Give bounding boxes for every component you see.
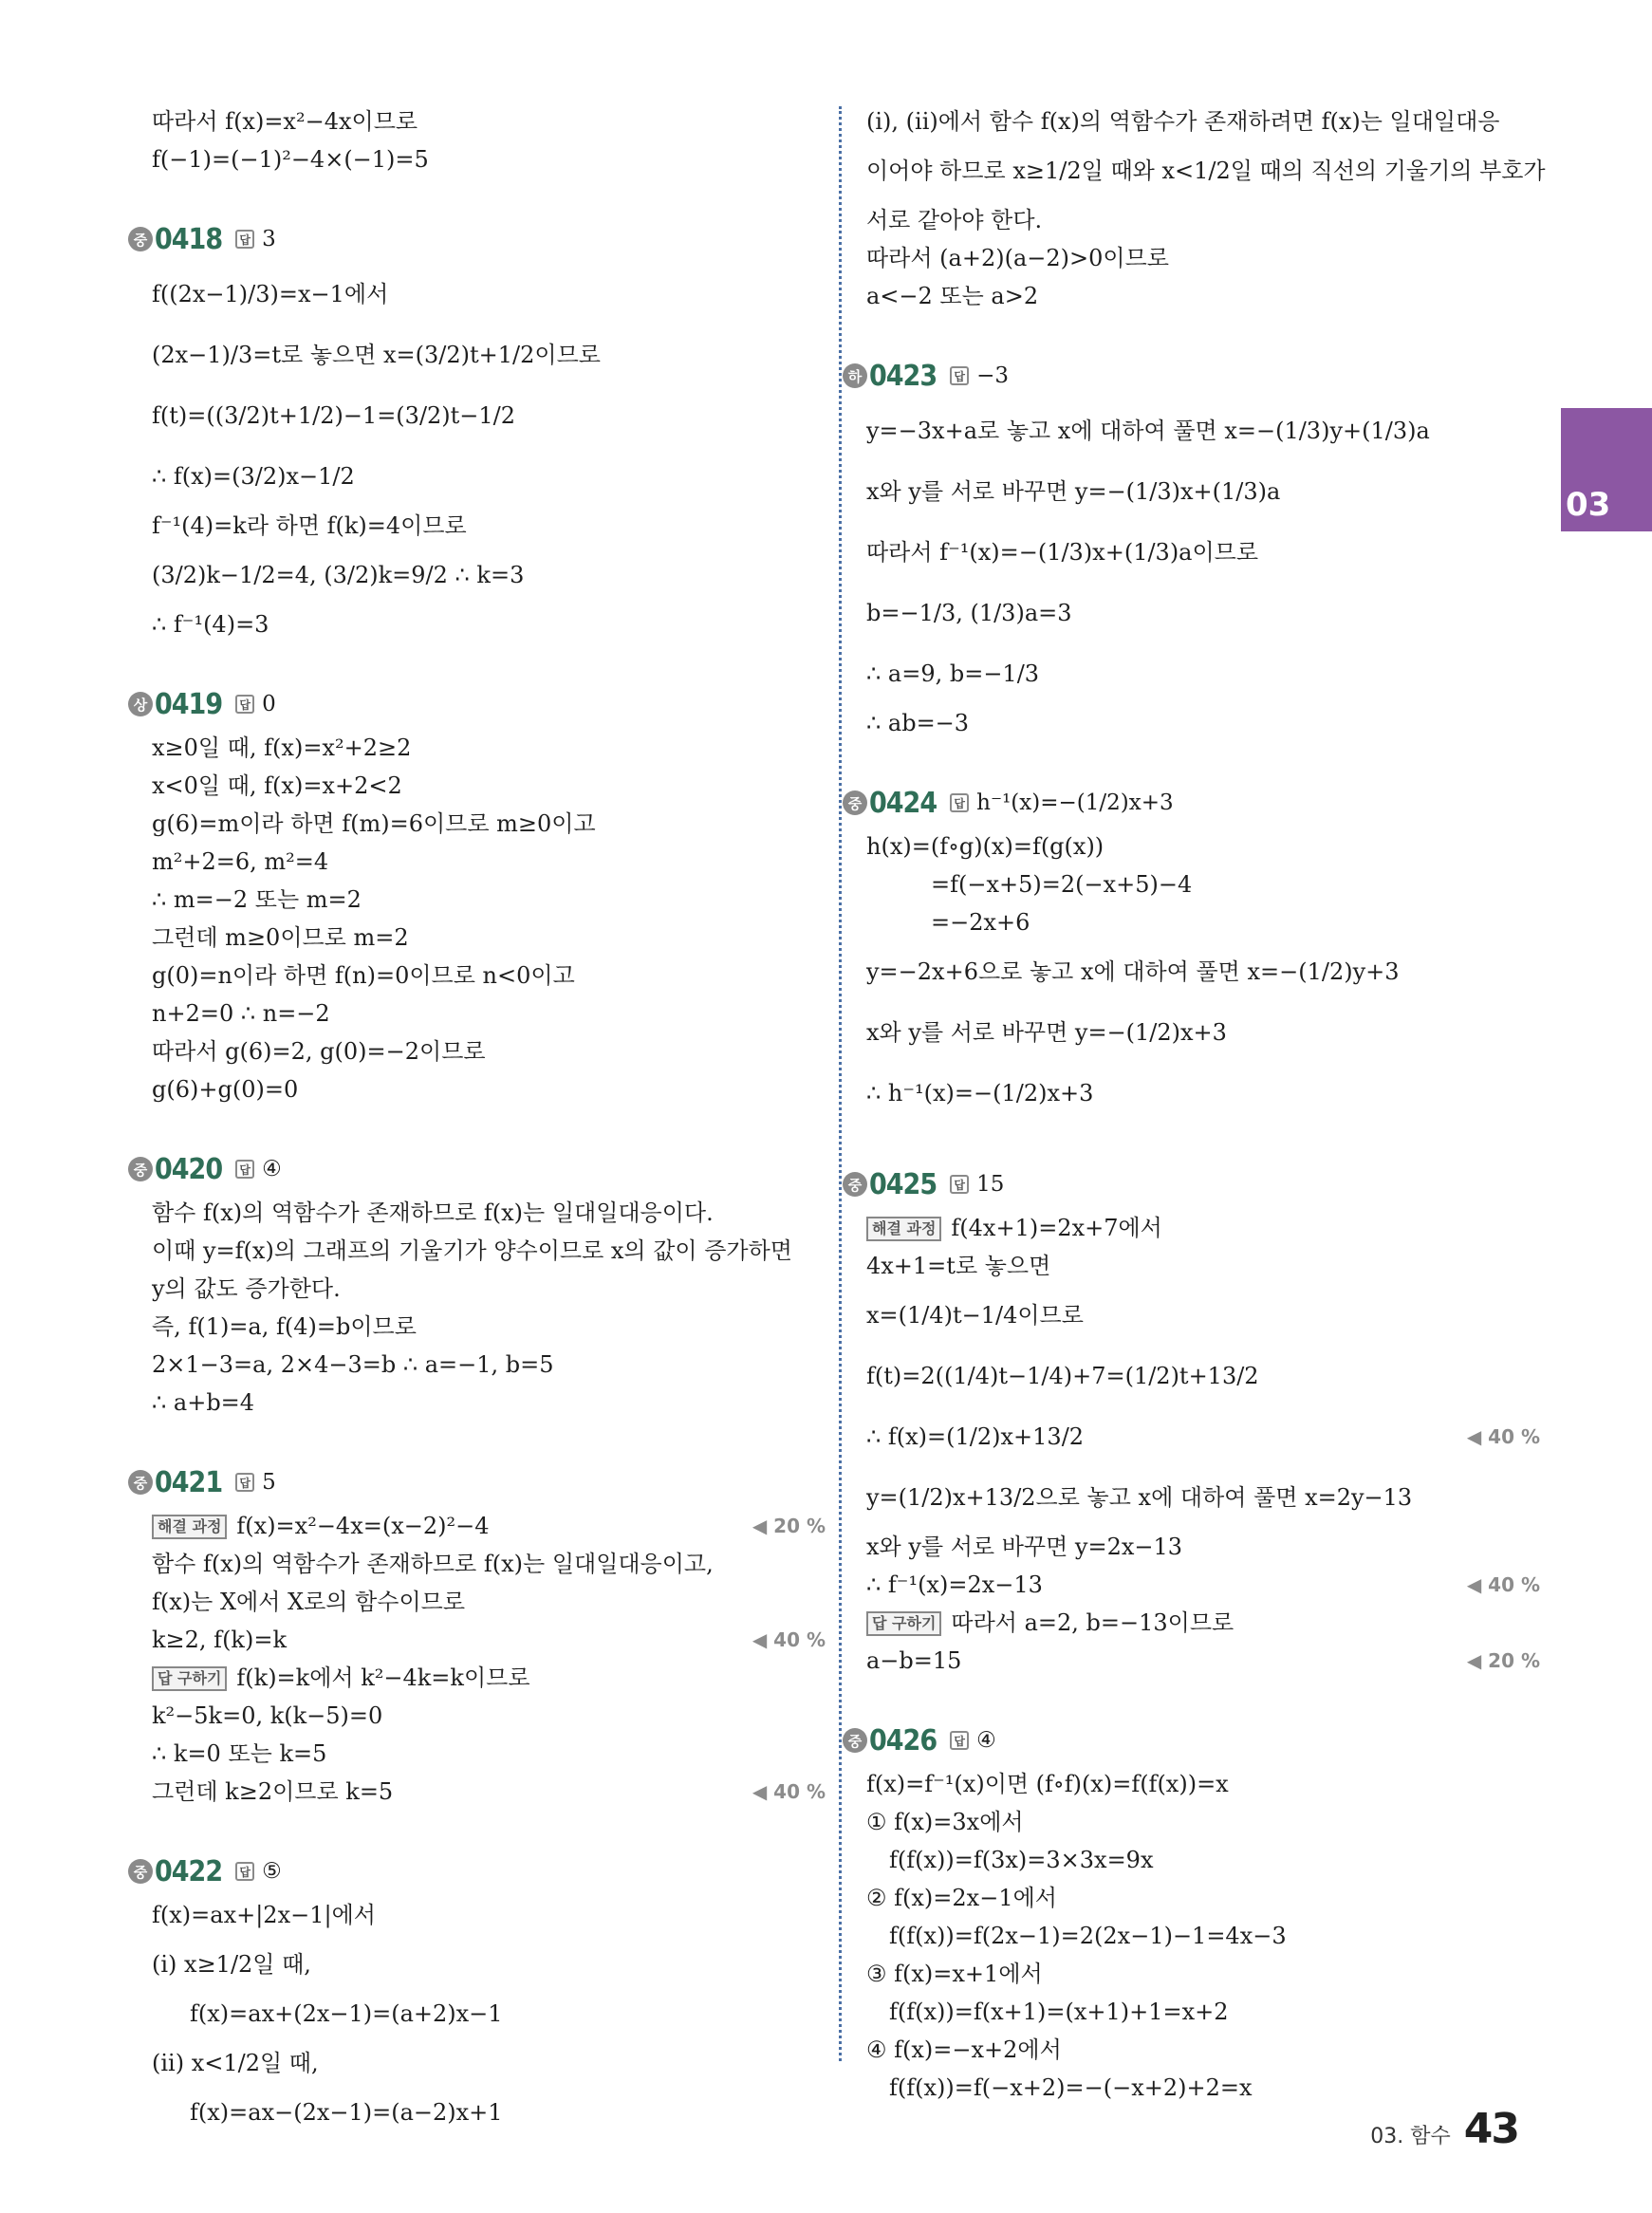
continuation-block: [866, 102, 1546, 315]
difficulty-badge: 하: [843, 363, 867, 388]
solution-line: [152, 264, 816, 325]
solution-line: [866, 1879, 1531, 1917]
solution-line: [866, 1566, 1540, 1604]
solution-text: ∴ f⁻¹(4)=3: [152, 611, 269, 638]
answer-icon: 답: [235, 1473, 254, 1492]
solution-text: g(6)=m이라 하면 f(m)=6이므로 m≥0이고: [152, 810, 596, 837]
problem-0422: [133, 1850, 816, 2131]
problem-0418: [133, 218, 816, 643]
solution-text: 함수 f(x)의 역함수가 존재하므로 f(x)는 일대일대응이다.: [152, 1199, 714, 1226]
chapter-tab-label: 03: [1566, 486, 1611, 524]
solution-text: 2×1−3=a, 2×4−3=b ∴ a=−1, b=5: [152, 1351, 554, 1378]
solution-line: [152, 2093, 816, 2131]
solution-line: [152, 729, 816, 767]
solution-line: [152, 1995, 816, 2033]
solution-line: [866, 583, 1531, 643]
answer-icon: 답: [950, 1731, 969, 1750]
answer-icon: 답: [235, 1160, 254, 1179]
problem-number: 0426: [869, 1723, 937, 1757]
problem-0420: [133, 1148, 816, 1422]
solution-text: =f(−x+5)=2(−x+5)−4: [931, 871, 1193, 898]
solution-text: a−b=15: [866, 1647, 962, 1674]
solution-line: [866, 1528, 1531, 1566]
solution-line: [152, 1507, 826, 1545]
solution-line: [866, 1841, 1531, 1879]
answer-value: 0: [262, 692, 276, 716]
solution-text: f(−1)=(−1)²−4×(−1)=5: [152, 146, 429, 173]
solution-line: [152, 1308, 816, 1346]
problem-0423: [847, 355, 1531, 742]
solution-text: (2x−1)/3=t로 놓으면 x=(3/2)t+1/2이므로: [152, 342, 601, 368]
problem-number: 0422: [155, 1854, 223, 1888]
problem-header: [128, 218, 816, 260]
difficulty-badge: 중: [843, 790, 867, 815]
answer-value: 5: [262, 1470, 276, 1495]
solution-text: ② f(x)=2x−1에서: [866, 1885, 1057, 1911]
solution-text: (i) x≥1/2일 때,: [152, 1951, 311, 1978]
problem-0426: [847, 1720, 1531, 2107]
right-column: [847, 102, 1546, 2147]
problem-number: 0423: [869, 359, 937, 393]
solution-line: [866, 239, 1531, 277]
problem-header: [128, 683, 816, 725]
solution-line: [152, 1735, 816, 1773]
step-tag: 해결 과정: [152, 1515, 227, 1539]
solution-text: 이때 y=f(x)의 그래프의 기울기가 양수이므로 x의 값이 증가하면: [152, 1237, 792, 1264]
solution-line: [152, 1621, 826, 1659]
solution-line: [866, 1604, 1531, 1642]
problem-0419: [133, 683, 816, 1108]
problem-header: [128, 1148, 816, 1190]
solution-line: [866, 1247, 1531, 1285]
difficulty-badge: 중: [128, 1859, 153, 1884]
problem-number: 0424: [869, 786, 937, 820]
solution-line: [152, 1659, 816, 1697]
solution-line: [152, 1384, 816, 1422]
difficulty-badge: 중: [128, 227, 153, 251]
problem-header: [128, 1461, 816, 1503]
solution-line: [152, 919, 816, 957]
score-marker: ◀ 40 %: [1466, 1425, 1540, 1448]
solution-text: f((2x−1)/3)=x−1에서: [152, 281, 389, 307]
solution-line: [866, 1406, 1540, 1467]
solution-line: [866, 201, 1531, 239]
solution-text: f(x)=x²−4x=(x−2)²−4: [236, 1513, 490, 1539]
solution-line: [152, 545, 816, 605]
answer-icon: 답: [235, 230, 254, 249]
solution-line: [152, 1896, 816, 1934]
page-footer: [1370, 2105, 1518, 2153]
solution-text: ∴ a+b=4: [152, 1389, 255, 1416]
solution-text: ∴ ab=−3: [866, 710, 970, 736]
solution-text: ∴ m=−2 또는 m=2: [152, 886, 362, 913]
solution-line: [866, 1285, 1531, 1346]
solution-text: f(x)=ax+(2x−1)=(a+2)x−1: [190, 2000, 503, 2027]
solution-text: k²−5k=0, k(k−5)=0: [152, 1702, 383, 1729]
solution-line: [152, 605, 816, 643]
solution-text: f(k)=k에서 k²−4k=k이므로: [236, 1664, 530, 1691]
solution-text: 따라서 a=2, b=−13이므로: [951, 1609, 1234, 1636]
solution-line: [152, 2033, 816, 2093]
solution-line: [866, 1346, 1531, 1406]
solution-text: k≥2, f(k)=k: [152, 1627, 287, 1653]
solution-line: [866, 1209, 1531, 1247]
solution-text: g(6)+g(0)=0: [152, 1076, 299, 1103]
solution-text: 이어야 하므로 x≥1/2일 때와 x<1/2일 때의 직선의 기울기의 부호가: [866, 158, 1546, 184]
score-marker: ◀ 40 %: [1466, 1573, 1540, 1596]
step-tag: 답 구하기: [866, 1611, 941, 1636]
solution-line: [152, 1697, 816, 1735]
solution-text: f(x)=ax−(2x−1)=(a−2)x+1: [190, 2099, 503, 2126]
left-column: [133, 102, 826, 2171]
solution-text: f(f(x))=f(2x−1)=2(2x−1)−1=4x−3: [889, 1923, 1287, 1949]
solution-text: 따라서 f(x)=x²−4x이므로: [152, 108, 418, 135]
solution-text: x≥0일 때, f(x)=x²+2≥2: [152, 735, 412, 761]
solution-text: ∴ f⁻¹(x)=2x−13: [866, 1571, 1043, 1598]
solution-line: [152, 325, 816, 385]
score-marker: ◀ 40 %: [752, 1780, 826, 1803]
solution-line: [866, 2031, 1531, 2069]
solution-line: [152, 507, 816, 545]
solution-line: [152, 1032, 816, 1070]
solution-line: [866, 828, 1531, 865]
problem-number: 0419: [155, 687, 223, 721]
solution-line: [152, 1583, 816, 1621]
solution-line: [866, 277, 1531, 315]
problem-number: 0425: [869, 1167, 937, 1201]
solution-line: [152, 881, 816, 919]
solution-line: [152, 446, 816, 507]
solution-line: [866, 903, 1531, 941]
solution-text: x와 y를 서로 바꾸면 y=2x−13: [866, 1534, 1183, 1560]
solution-text: f(x)=f⁻¹(x)이면 (f∘f)(x)=f(f(x))=x: [866, 1771, 1229, 1797]
solution-text: (ii) x<1/2일 때,: [152, 2050, 319, 2076]
difficulty-badge: 중: [843, 1172, 867, 1197]
answer-icon: 답: [950, 793, 969, 812]
step-tag: 해결 과정: [866, 1217, 941, 1241]
chapter-side-tab: [1561, 408, 1652, 531]
solution-text: f(4x+1)=2x+7에서: [951, 1215, 1162, 1241]
solution-line: [152, 995, 816, 1032]
answer-icon: 답: [950, 366, 969, 385]
solution-text: 따라서 (a+2)(a−2)>0이므로: [866, 245, 1169, 271]
solution-line: [866, 1467, 1531, 1528]
solution-line: [152, 843, 816, 881]
difficulty-badge: 중: [128, 1470, 153, 1495]
solution-text: x와 y를 서로 바꾸면 y=−(1/3)x+(1/3)a: [866, 478, 1281, 505]
score-marker: ◀ 20 %: [1466, 1649, 1540, 1672]
solution-line: [152, 102, 816, 140]
solution-text: b=−1/3, (1/3)a=3: [866, 600, 1072, 626]
solution-line: [152, 957, 816, 995]
solution-line: [152, 140, 816, 178]
solution-line: [152, 1070, 816, 1108]
score-marker: ◀ 40 %: [752, 1628, 826, 1651]
solution-text: f(f(x))=f(3x)=3×3x=9x: [889, 1847, 1154, 1873]
solution-text: ④ f(x)=−x+2에서: [866, 2036, 1062, 2063]
solution-text: ∴ a=9, b=−1/3: [866, 660, 1040, 687]
solution-line: [866, 1002, 1531, 1063]
solution-line: [866, 461, 1531, 522]
solution-text: x=(1/4)t−1/4이므로: [866, 1302, 1084, 1329]
solution-line: [152, 767, 816, 805]
solution-text: 따라서 g(6)=2, g(0)=−2이므로: [152, 1038, 486, 1065]
solution-text: y=(1/2)x+13/2으로 놓고 x에 대하여 풀면 x=2y−13: [866, 1484, 1413, 1511]
solution-text: =−2x+6: [931, 909, 1030, 936]
solution-text: 4x+1=t로 놓으면: [866, 1253, 1051, 1279]
solution-line: [866, 1955, 1531, 1993]
solution-line: [866, 400, 1531, 461]
answer-value: 15: [976, 1172, 1005, 1197]
solution-line: [866, 704, 1531, 742]
answer-value: ④: [262, 1157, 282, 1181]
solution-text: n+2=0 ∴ n=−2: [152, 1000, 330, 1027]
problem-header: [843, 355, 1531, 397]
solution-text: ① f(x)=3x에서: [866, 1809, 1024, 1835]
solution-text: 즉, f(1)=a, f(4)=b이므로: [152, 1313, 417, 1340]
answer-value: ⑤: [262, 1859, 282, 1884]
solution-text: ∴ f(x)=(1/2)x+13/2: [866, 1423, 1085, 1450]
problem-0421: [133, 1461, 826, 1811]
answer-value: h⁻¹(x)=−(1/2)x+3: [976, 790, 1174, 815]
solution-text: y=−3x+a로 놓고 x에 대하여 풀면 x=−(1/3)y+(1/3)a: [866, 418, 1430, 444]
solution-text: f(f(x))=f(−x+2)=−(−x+2)+2=x: [889, 2074, 1253, 2101]
answer-value: 3: [262, 227, 276, 251]
solution-text: ∴ k=0 또는 k=5: [152, 1740, 327, 1767]
solution-line: [866, 1642, 1540, 1680]
solution-line: [866, 643, 1531, 704]
solution-line: [866, 1993, 1531, 2031]
difficulty-badge: 상: [128, 692, 153, 716]
solution-text: 함수 f(x)의 역함수가 존재하므로 f(x)는 일대일대응이고,: [152, 1551, 714, 1577]
solution-line: [866, 1917, 1531, 1955]
difficulty-badge: 중: [843, 1728, 867, 1753]
solution-text: f⁻¹(4)=k라 하면 f(k)=4이므로: [152, 512, 467, 539]
solution-text: x와 y를 서로 바꾸면 y=−(1/2)x+3: [866, 1019, 1227, 1046]
problem-number: 0420: [155, 1152, 223, 1186]
problem-header: [843, 1163, 1531, 1205]
column-divider: [839, 106, 842, 2061]
solution-line: [866, 1765, 1531, 1803]
footer-chapter: 03. 함수: [1370, 2125, 1451, 2148]
solution-text: f(f(x))=f(x+1)=(x+1)+1=x+2: [889, 1999, 1229, 2025]
step-tag: 답 구하기: [152, 1666, 227, 1691]
solution-line: [152, 385, 816, 446]
solution-line: [866, 522, 1531, 583]
solution-text: 그런데 k≥2이므로 k=5: [152, 1778, 394, 1805]
problem-number: 0421: [155, 1465, 223, 1499]
solution-line: [152, 1346, 816, 1384]
difficulty-badge: 중: [128, 1157, 153, 1181]
solution-text: 그런데 m≥0이므로 m=2: [152, 924, 409, 951]
answer-value: −3: [976, 363, 1010, 388]
solution-text: m²+2=6, m²=4: [152, 848, 329, 875]
solution-line: [866, 1803, 1531, 1841]
solution-text: y=−2x+6으로 놓고 x에 대하여 풀면 x=−(1/2)y+3: [866, 958, 1400, 985]
solution-text: (3/2)k−1/2=4, (3/2)k=9/2 ∴ k=3: [152, 562, 525, 588]
solution-line: [152, 1232, 816, 1270]
solution-line: [866, 865, 1531, 903]
continuation-block: [152, 102, 816, 178]
solution-line: [152, 1773, 826, 1811]
solution-line: [152, 805, 816, 843]
solution-text: f(x)=ax+|2x−1|에서: [152, 1902, 376, 1928]
solution-text: y의 값도 증가한다.: [152, 1275, 341, 1302]
problem-0424: [847, 782, 1531, 1124]
score-marker: ◀ 20 %: [752, 1515, 826, 1537]
solution-line: [152, 1934, 816, 1995]
page-number: 43: [1463, 2105, 1518, 2153]
problem-header: [843, 1720, 1531, 1761]
solution-text: ∴ f(x)=(3/2)x−1/2: [152, 463, 355, 490]
solution-line: [866, 102, 1531, 140]
solution-line: [866, 140, 1546, 201]
problem-header: [128, 1850, 816, 1892]
problem-number: 0418: [155, 222, 223, 256]
solution-text: (i), (ii)에서 함수 f(x)의 역함수가 존재하려면 f(x)는 일대일대응: [866, 108, 1500, 135]
solution-line: [866, 2069, 1531, 2107]
problem-header: [843, 782, 1531, 824]
solution-text: ③ f(x)=x+1에서: [866, 1961, 1043, 1987]
problem-0425: [847, 1163, 1540, 1680]
solution-line: [866, 1063, 1531, 1124]
solution-text: ∴ h⁻¹(x)=−(1/2)x+3: [866, 1080, 1094, 1106]
solution-text: 따라서 f⁻¹(x)=−(1/3)x+(1/3)a이므로: [866, 539, 1259, 566]
solution-text: g(0)=n이라 하면 f(n)=0이므로 n<0이고: [152, 962, 575, 989]
solution-text: x<0일 때, f(x)=x+2<2: [152, 772, 402, 799]
solution-text: a<−2 또는 a>2: [866, 283, 1039, 309]
answer-icon: 답: [235, 695, 254, 714]
solution-line: [152, 1545, 816, 1583]
answer-icon: 답: [950, 1175, 969, 1194]
answer-icon: 답: [235, 1862, 254, 1881]
solution-line: [866, 941, 1531, 1002]
solution-line: [152, 1194, 816, 1232]
solution-text: h(x)=(f∘g)(x)=f(g(x)): [866, 833, 1104, 860]
solution-line: [152, 1270, 816, 1308]
solution-text: f(x)는 X에서 X로의 함수이므로: [152, 1589, 466, 1615]
solution-text: 서로 같아야 한다.: [866, 207, 1043, 233]
solution-text: f(t)=((3/2)t+1/2)−1=(3/2)t−1/2: [152, 402, 516, 429]
solution-text: f(t)=2((1/4)t−1/4)+7=(1/2)t+13/2: [866, 1363, 1259, 1389]
answer-value: ④: [976, 1728, 996, 1753]
